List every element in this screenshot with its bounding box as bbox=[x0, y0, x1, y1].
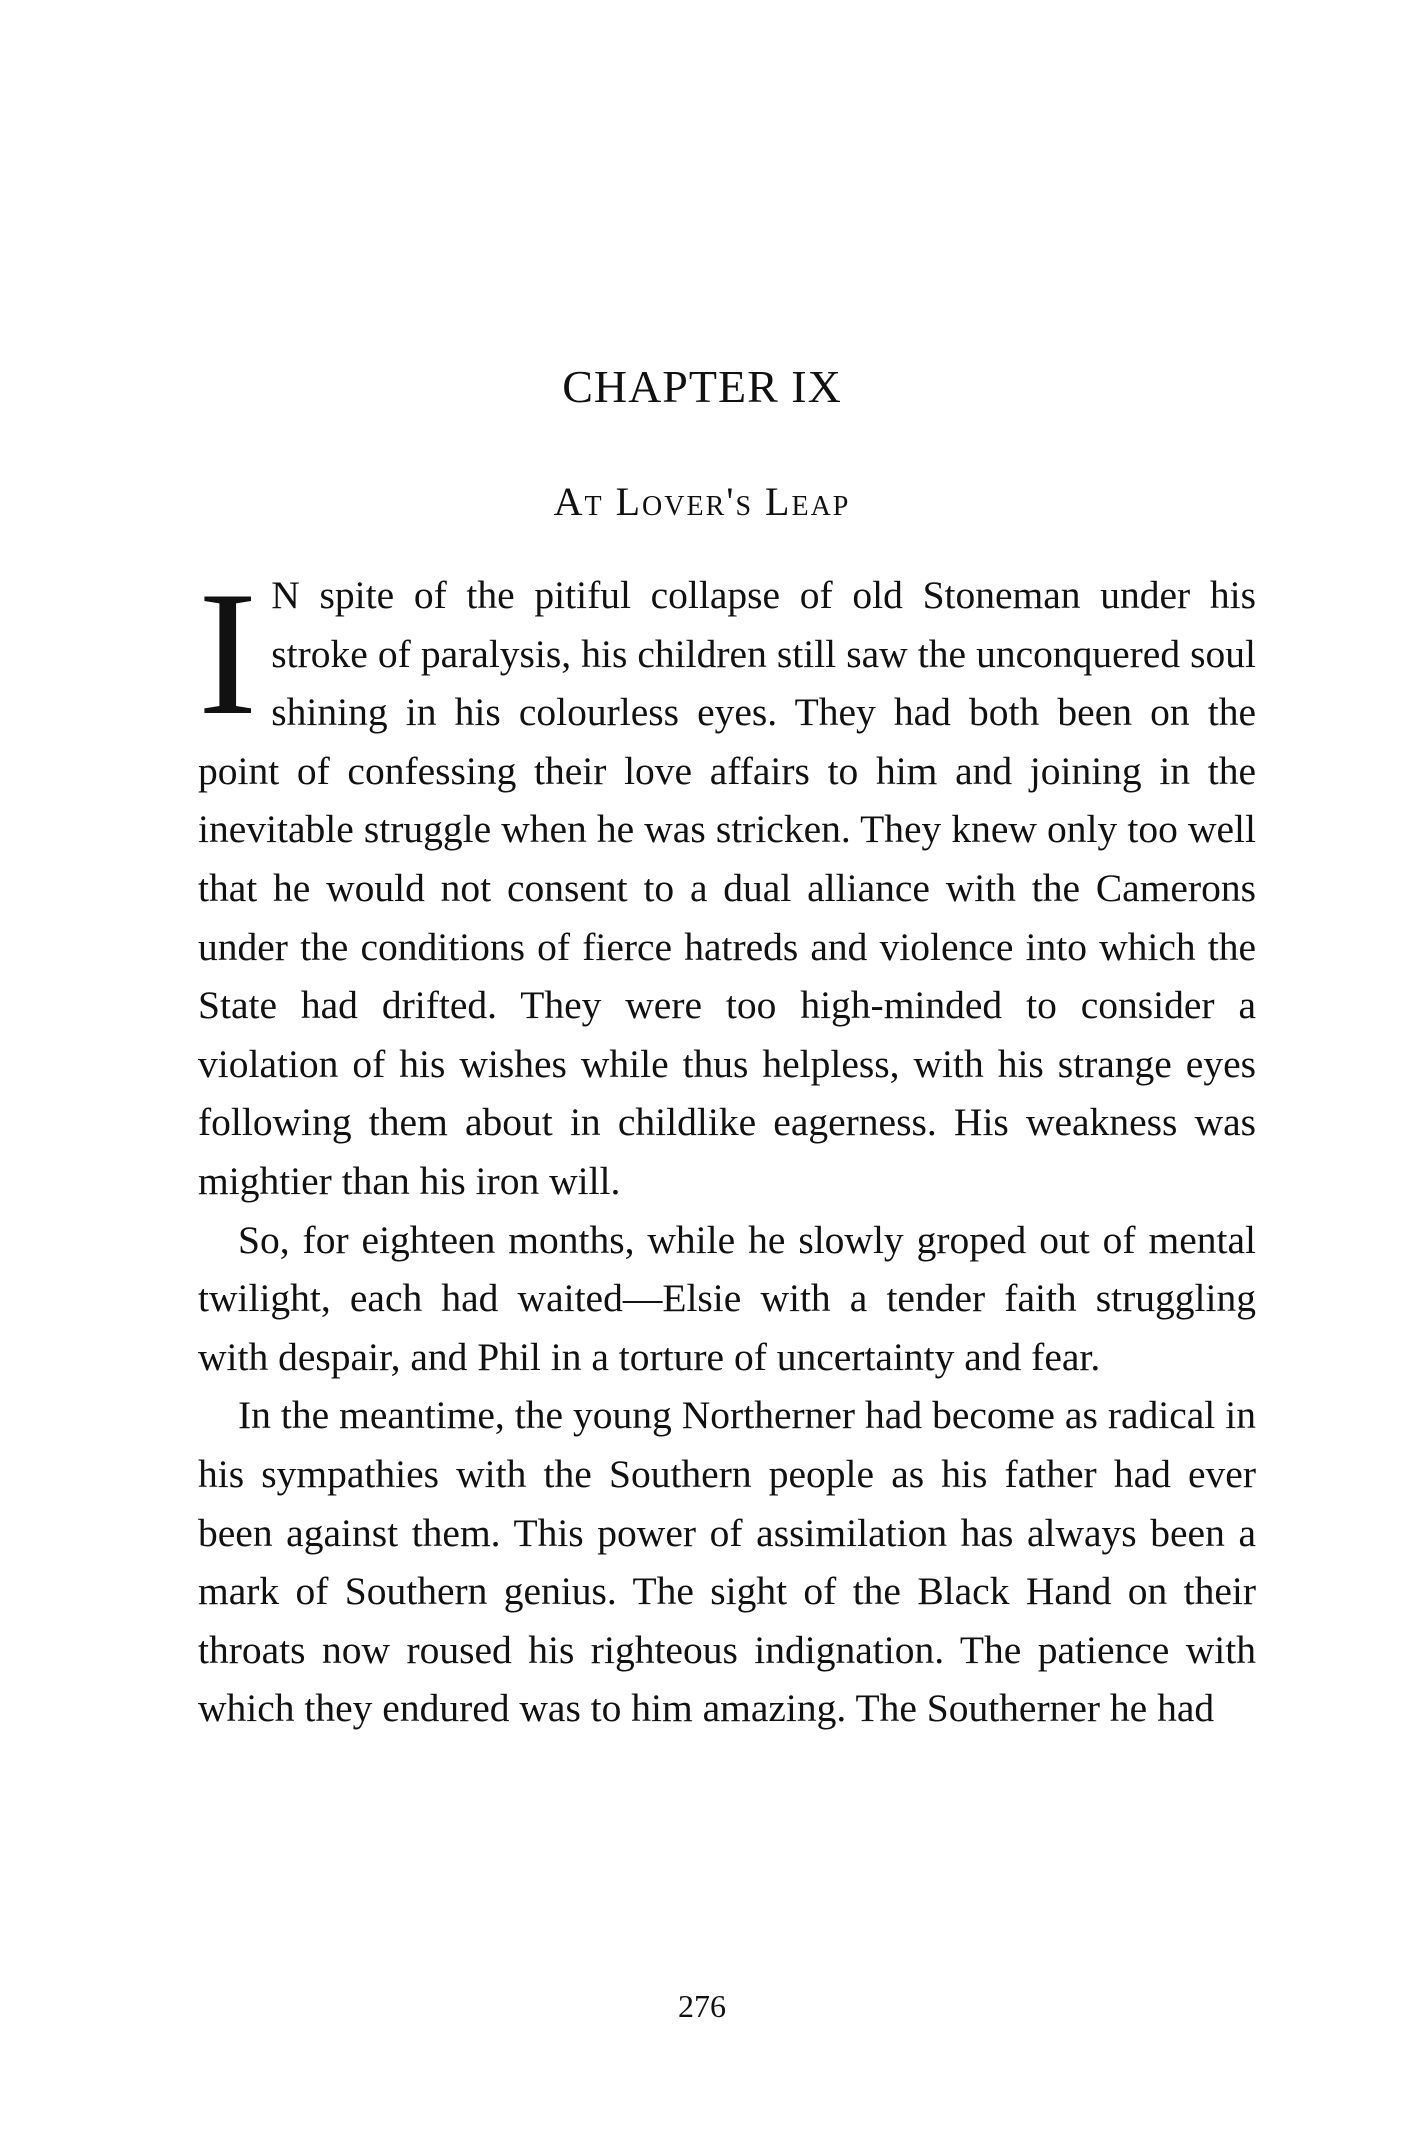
paragraph-2: So, for eighteen months, while he slowly groped out of mental twilight, each had waited—Elsie with a tender faith struggling with despair, and Phil in a torture of uncertainty and fear. bbox=[198, 1217, 1256, 1379]
page-number: 276 bbox=[678, 1988, 726, 2024]
chapter-subtitle: At Lover's Leap bbox=[553, 479, 851, 524]
paragraph-1 bbox=[198, 554, 1256, 1211]
chapter-text bbox=[198, 554, 1256, 1738]
paragraph-1-text: N spite of the pitiful collapse of old Stoneman under his stroke of paralysis, his children still saw the unconquered soul shining in his colourless eyes. They had both been on the point of confessing their love affairs to him and joining in the inevitable struggle when he was stricken. They knew only too well that he would not consent to a dual alliance with the Camerons under the conditions of fierce hatreds and violence into which the State had drifted. They were too high-minded to consider a violation of his wishes while thus helpless, with his strange eyes following them about in childlike eagerness. His weakness was mightier than his iron will. bbox=[198, 573, 1256, 1203]
drop-cap: I bbox=[198, 554, 258, 752]
chapter-title: CHAPTER IX bbox=[562, 361, 842, 412]
paragraph-3: In the meantime, the young Northerner had become as radical in his sympathies with the Southern people as his father had ever been against them. This power of assimilation has always been a mark of Southern genius. The sight of the Black Hand on their throats now roused his righteous indignation. The patience with which they endured was to him amazing. The Southerner he had bbox=[198, 1393, 1256, 1731]
